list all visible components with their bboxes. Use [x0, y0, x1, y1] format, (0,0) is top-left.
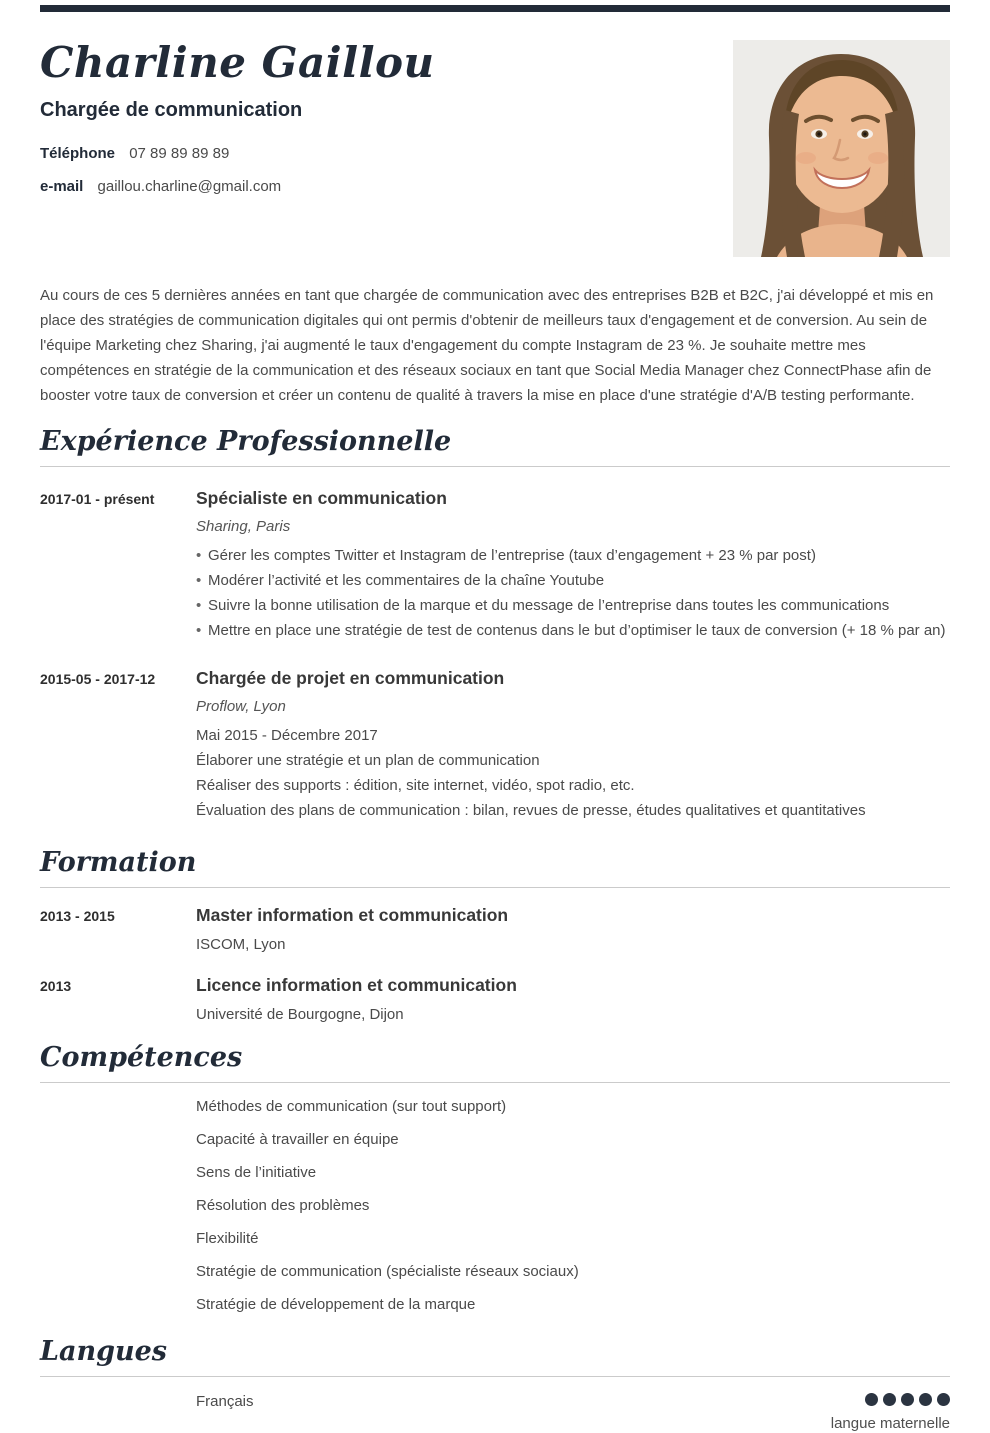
entry-dates: 2015-05 - 2017-12	[40, 671, 156, 687]
skill-item: Flexibilité	[196, 1230, 259, 1247]
bullet-item	[196, 568, 950, 593]
level-dot-icon	[937, 1393, 950, 1406]
phone-label: Téléphone	[40, 145, 116, 162]
bullet-item	[196, 618, 950, 643]
entry-school: ISCOM, Lyon	[196, 936, 286, 953]
entry-detail-line: Évaluation des plans de communication : bilan, revues de presse, études qualitatives et quantitatives	[196, 802, 866, 819]
entry-dates: 2017-01 - présent	[40, 491, 155, 507]
level-dot-icon	[901, 1393, 914, 1406]
phone-value: 07 89 89 89 89	[129, 145, 230, 162]
entry-dates: 2013	[40, 978, 72, 994]
email-label: e-mail	[40, 178, 84, 195]
language-level-label: langue maternelle	[830, 1415, 950, 1432]
bullet-icon: •	[196, 572, 202, 589]
entry-company: Proflow, Lyon	[196, 698, 286, 715]
candidate-name: Charline Gaillou	[40, 38, 435, 87]
bullet-icon: •	[196, 622, 202, 639]
skill-item: Résolution des problèmes	[196, 1197, 370, 1214]
experience-entry	[40, 667, 950, 823]
skill-list	[196, 1099, 950, 1312]
education-entry	[40, 974, 950, 1024]
bullet-text: Mettre en place une stratégie de test de contenus dans le but d’optimiser le taux de conversion (+ 18 % par an)	[208, 622, 946, 639]
entry-detail-line: Mai 2015 - Décembre 2017	[196, 727, 378, 744]
entry-title: Chargée de projet en communication	[196, 668, 505, 688]
bullet-text: Gérer les comptes Twitter et Instagram de l’entreprise (taux d’engagement + 23 % par post)	[208, 547, 816, 564]
profile-photo-image	[733, 40, 950, 257]
bullet-icon: •	[196, 597, 202, 614]
entry-title: Spécialiste en communication	[196, 488, 447, 508]
experience-entry	[40, 487, 950, 643]
bullet-item	[196, 593, 950, 618]
section-education	[40, 847, 950, 1024]
entry-school: Université de Bourgogne, Dijon	[196, 1006, 404, 1023]
top-accent-bar	[40, 5, 950, 12]
email-value: gaillou.charline@gmail.com	[97, 178, 282, 195]
bullet-list	[196, 543, 950, 643]
language-level-dots	[831, 1393, 950, 1406]
entry-detail-line: Réaliser des supports : édition, site internet, vidéo, spot radio, etc.	[196, 777, 635, 794]
entry-detail-lines	[196, 723, 950, 823]
section-skills	[40, 1042, 950, 1312]
language-name: Français	[196, 1393, 254, 1410]
language-level	[831, 1393, 950, 1433]
bullet-icon: •	[196, 547, 202, 564]
skill-item: Stratégie de communication (spécialiste réseaux sociaux)	[196, 1263, 579, 1280]
level-dot-icon	[883, 1393, 896, 1406]
profile-photo	[733, 40, 950, 257]
skill-item: Capacité à travailler en équipe	[196, 1131, 399, 1148]
entry-detail-line: Élaborer une stratégie et un plan de communication	[196, 752, 540, 769]
language-row	[40, 1393, 950, 1433]
bullet-text: Suivre la bonne utilisation de la marque et du message de l’entreprise dans toutes les communications	[208, 597, 890, 614]
skill-item: Méthodes de communication (sur tout support)	[196, 1098, 507, 1115]
entry-dates: 2013 - 2015	[40, 908, 115, 924]
entry-company: Sharing, Paris	[196, 518, 291, 535]
profile-summary: Au cours de ces 5 dernières années en tant que chargée de communication avec des entreprises B2B et B2C, j'ai développé et mis en place des stratégies de communication digitales qui ont permis d'obtenir de meilleurs taux d'engagement et de conversion. Au sein de l'équipe Marketing chez Sharing, j'ai augmenté le taux d'engagement du compte Instagram de 23 %. Je souhaite mettre mes compétences en stratégie de la communication et des réseaux sociaux en tant que Social Media Manager chez ConnectPhase afin de booster votre taux de conversion et créer un contenu de qualité à travers la mise en place d'une stratégie d'A/B testing performante.	[40, 287, 934, 404]
section-experience	[40, 426, 950, 823]
skills-heading: Compétences	[40, 1042, 950, 1083]
level-dot-icon	[919, 1393, 932, 1406]
entry-title: Master information et communication	[196, 905, 509, 925]
bullet-item	[196, 543, 950, 568]
experience-heading: Expérience Professionnelle	[40, 426, 950, 467]
skill-item: Sens de l’initiative	[196, 1164, 317, 1181]
level-dot-icon	[865, 1393, 878, 1406]
education-heading: Formation	[40, 847, 950, 888]
languages-heading: Langues	[40, 1336, 950, 1377]
bullet-text: Modérer l’activité et les commentaires de la chaîne Youtube	[208, 572, 605, 589]
education-entry	[40, 904, 950, 954]
entry-title: Licence information et communication	[196, 975, 517, 995]
section-languages	[40, 1336, 950, 1433]
candidate-job-title: Chargée de communication	[40, 99, 303, 121]
skill-item: Stratégie de développement de la marque	[196, 1296, 476, 1313]
